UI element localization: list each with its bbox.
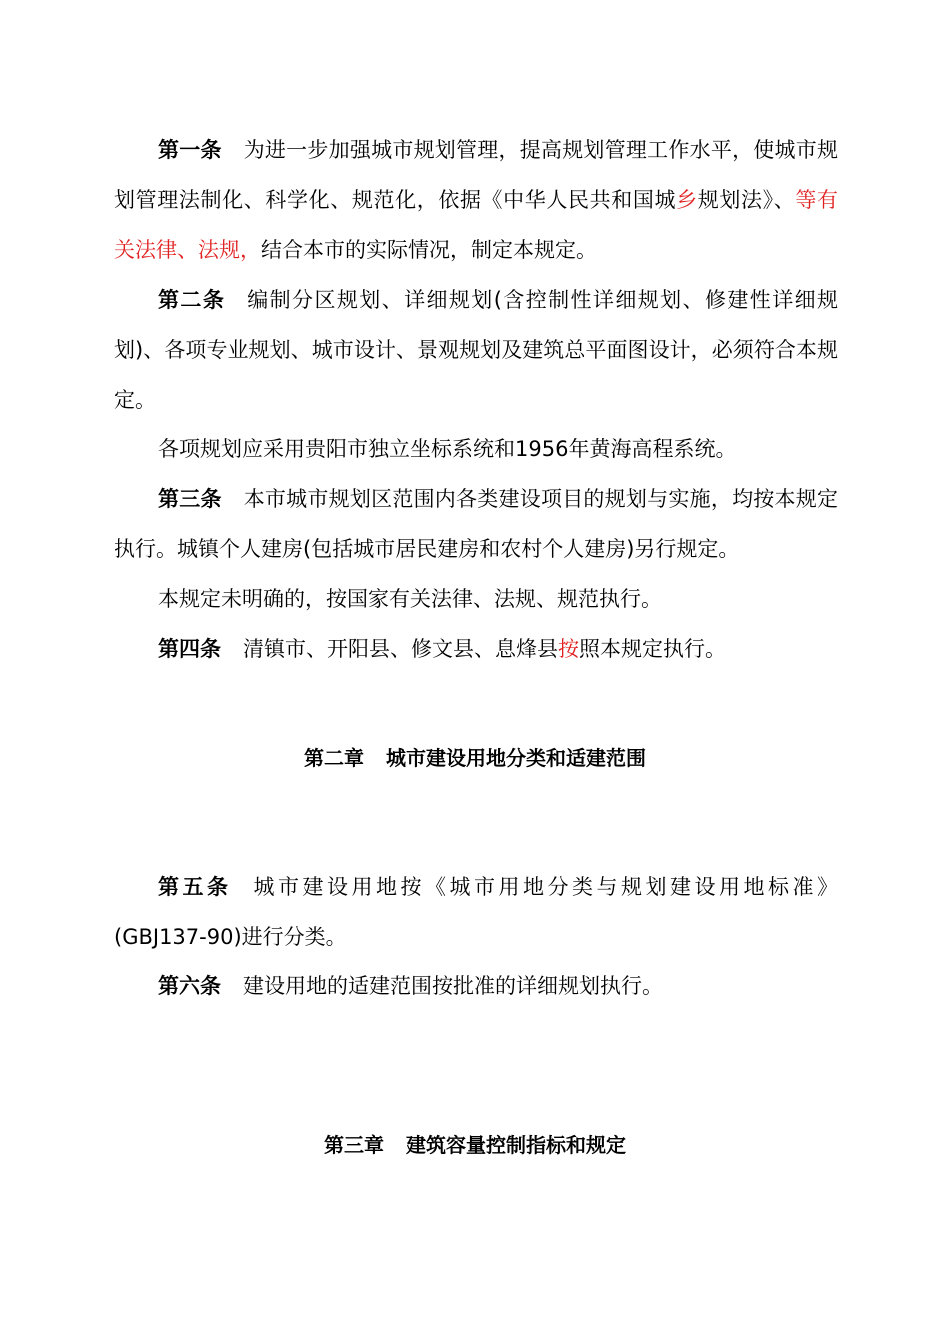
article-4-text-part1: 清镇市、开阳县、修文县、息烽县 bbox=[243, 637, 558, 661]
article-2 bbox=[114, 275, 838, 425]
article-4 bbox=[114, 624, 838, 674]
chapter-3-heading bbox=[0, 1130, 950, 1160]
article-1-text-part2: 规划法》、 bbox=[697, 188, 796, 212]
chapter-3-title: 建筑容量控制指标和规定 bbox=[406, 1133, 626, 1157]
article-1-text-part3: 结合本市的实际情况，制定本规定。 bbox=[261, 238, 597, 262]
chapter-2-title: 城市建设用地分类和适建范围 bbox=[386, 746, 646, 770]
article-2-text: 编制分区规划、详细规划(含控制性详细规划、修建性详细规划)、各项专业规划、城市设计、景观规划及建筑总平面图设计，必须符合本规定。 bbox=[114, 288, 839, 412]
chapter-3-number: 第三章 bbox=[324, 1133, 384, 1157]
article-6-text: 建设用地的适建范围按批准的详细规划执行。 bbox=[243, 974, 663, 998]
article-6-label: 第六条 bbox=[158, 974, 221, 998]
article-1-red-char: 乡 bbox=[676, 188, 698, 212]
article-1-red-phrase: 等有关法律、法规， bbox=[114, 188, 839, 262]
article-6 bbox=[114, 961, 838, 1011]
chapter-2-heading bbox=[0, 743, 950, 773]
article-3 bbox=[114, 474, 838, 574]
article-4-red-char: 按 bbox=[558, 637, 579, 661]
article-1-text-part1: 为进一步加强城市规划管理，提高规划管理工作水平，使城市规划管理法制化、科学化、规范化，依据《中华人民共和国城 bbox=[114, 138, 839, 212]
article-5-text: 城市建设用地按《城市用地分类与规划建设用地标准》(GBJ137-90)进行分类。 bbox=[114, 875, 838, 949]
chapter-2-number: 第二章 bbox=[304, 746, 364, 770]
article-1-label: 第一条 bbox=[158, 138, 222, 162]
article-3-label: 第三条 bbox=[158, 487, 222, 511]
paragraph-coordinate-system: 各项规划应采用贵阳市独立坐标系统和1956年黄海高程系统。 bbox=[158, 437, 737, 461]
article-5-label: 第五条 bbox=[158, 875, 232, 899]
article-1 bbox=[114, 125, 838, 275]
article-4-label: 第四条 bbox=[158, 637, 221, 661]
article-2-label: 第二条 bbox=[158, 288, 226, 312]
article-3-text: 本市城市规划区范围内各类建设项目的规划与实施，均按本规定执行。城镇个人建房(包括城市居民建房和农村个人建房)另行规定。 bbox=[114, 487, 839, 561]
article-4-text-part2: 照本规定执行。 bbox=[579, 637, 726, 661]
paragraph-unspecified: 本规定未明确的，按国家有关法律、法规、规范执行。 bbox=[158, 587, 662, 611]
article-5 bbox=[114, 862, 838, 962]
